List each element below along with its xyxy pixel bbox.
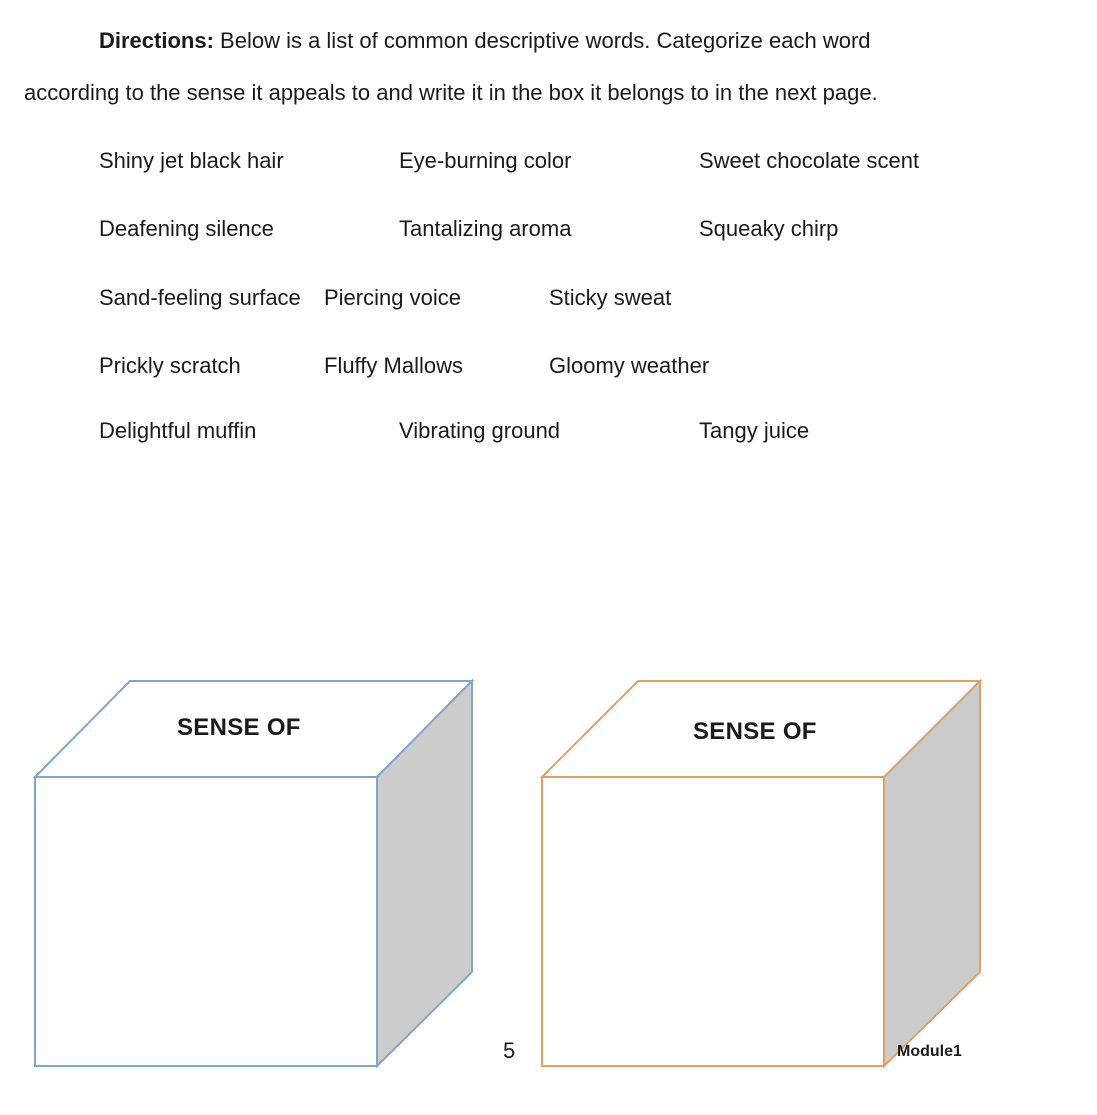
directions-line1: Below is a list of common descriptive words. Categorize each word — [213, 28, 871, 53]
word-item: Fluffy Mallows — [324, 353, 463, 378]
word-item: Eye-burning color — [399, 148, 572, 173]
word-item: Squeaky chirp — [699, 216, 839, 241]
box-title-left: SENSE OF — [177, 714, 301, 741]
directions-label: Directions: — [99, 28, 214, 53]
word-item: Sand-feeling surface — [99, 285, 301, 310]
word-item: Tantalizing aroma — [399, 216, 572, 241]
word-item: Tangy juice — [699, 418, 810, 443]
word-item: Sticky sweat — [549, 285, 672, 310]
word-item: Prickly scratch — [99, 353, 241, 378]
module-label: Module1 — [897, 1043, 962, 1060]
page-number: 5 — [503, 1038, 516, 1063]
box-title-right: SENSE OF — [693, 718, 817, 745]
box-front-face[interactable] — [542, 777, 884, 1066]
word-item: Delightful muffin — [99, 418, 257, 443]
directions-line2: according to the sense it appeals to and write it in the box it belongs to in the next page. — [24, 80, 878, 105]
word-item: Piercing voice — [324, 285, 461, 310]
word-item: Deafening silence — [99, 216, 274, 241]
word-item: Gloomy weather — [549, 353, 710, 378]
word-item: Sweet chocolate scent — [699, 148, 920, 173]
word-item: Vibrating ground — [399, 418, 561, 443]
word-item: Shiny jet black hair — [99, 148, 284, 173]
box-front-face[interactable] — [35, 777, 377, 1066]
